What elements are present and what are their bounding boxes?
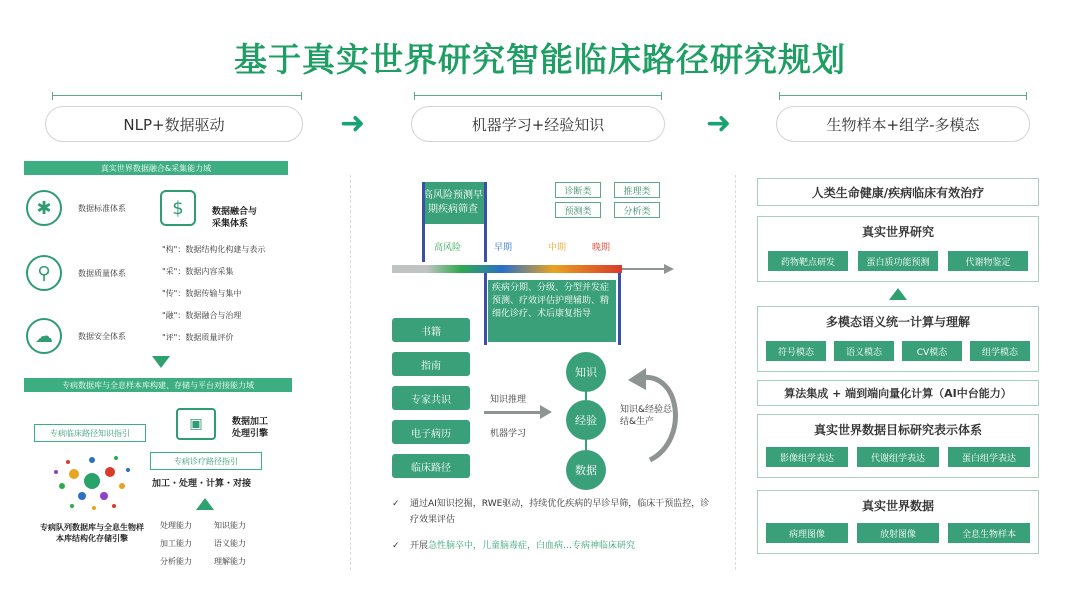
arrow-right-icon: ➜: [706, 106, 732, 141]
source-expert-consensus: 专家共识: [392, 386, 470, 410]
fusion-title: 数据融合与采集体系: [212, 207, 258, 229]
down-arrow-icon: [152, 356, 170, 368]
fusion-item: "评"：数据质量评价: [162, 333, 234, 342]
source-emr: 电子病历: [392, 420, 470, 444]
capability-label: 分析能力: [160, 557, 192, 566]
knowledge-reasoning-label: 知识推理: [490, 395, 527, 405]
col1-bracket: [52, 92, 302, 100]
col-header-nlp: NLP+数据驱动: [45, 106, 303, 142]
stage-marker-left: [422, 182, 430, 262]
bullet2-prefix: 开展: [410, 541, 429, 551]
database-engine-label: 专病队列数据库与全息生物样本库结构化存储引擎: [40, 523, 144, 543]
modality-item: 符号模态: [766, 341, 826, 361]
fusion-item: "采"：数据内容采集: [162, 267, 234, 276]
stage-high-risk: 高风险: [434, 243, 462, 253]
rws-title: 真实世界研究: [861, 225, 934, 239]
rwd-title: 真实世界数据: [861, 499, 934, 513]
clinical-path-guide-box: 专病临床路径知识指引: [34, 424, 146, 442]
stage-marker-right: [484, 182, 492, 262]
source-books: 书籍: [392, 318, 470, 342]
tag-reasoning: 推理类: [614, 182, 660, 198]
bullet2-highlight: 急性脑卒中，儿童脑毒症，白血病: [428, 541, 564, 551]
bullet2-suffix: …专病神临床研究: [563, 541, 636, 551]
flow-arrow-icon: [540, 405, 552, 419]
system-label: 数据质量体系: [78, 269, 126, 278]
data-cluster-graphic: [44, 446, 140, 516]
detail-marker-right: [618, 273, 621, 345]
data-circle: 数据: [566, 450, 606, 490]
capability-label: 知识能力: [214, 521, 246, 530]
system-label: 数据安全体系: [78, 332, 126, 341]
experience-connector: [585, 440, 587, 450]
algorithm-band: 算法集成 + 端到端向量化计算（AI中台能力）: [757, 380, 1039, 406]
diagnosis-path-guide-box: 专病诊疗路径指引: [150, 452, 262, 470]
bullet-text-2: [410, 538, 635, 554]
modality-item: 语义模态: [834, 341, 894, 361]
modality-item: CV模态: [902, 341, 962, 361]
rwd-item: 病理图像: [766, 523, 848, 543]
detail-marker-left: [484, 273, 487, 345]
people-money-icon: $: [160, 190, 196, 226]
capability-label: 处理能力: [160, 521, 192, 530]
capability-label: 理解能力: [214, 557, 246, 566]
up-arrow-icon: [889, 288, 907, 300]
rws-item: 蛋白质功能预测: [858, 251, 938, 271]
col3-bracket: [779, 92, 1027, 100]
disease-timeline-bar: [392, 265, 622, 273]
risk-prediction-box: 高风险预测早期疾病筛查: [422, 182, 484, 224]
data-fusion-domain-bar: 真实世界数据融合&采集能力域: [24, 161, 288, 175]
source-guidelines: 指南: [392, 352, 470, 376]
repr-item: 蛋白组学表达: [948, 447, 1030, 467]
rwd-panel: [757, 490, 1039, 554]
col-header-ml: 机器学习+经验知识: [411, 106, 665, 142]
monitor-chart-icon: ▣: [176, 408, 216, 440]
stage-late: 晚期: [592, 243, 611, 253]
col-header-bio: 生物样本+组学-多模态: [776, 106, 1030, 142]
knowledge-circle: 知识: [566, 352, 606, 392]
bullet-text-1: 通过AI知识挖掘，RWE驱动，持续优化疾病的早诊早筛，临床干预监控，诊疗效果评估: [410, 499, 710, 525]
fusion-item: "构"：数据结构化构建与表示: [162, 245, 266, 254]
source-clinical-path: 临床路径: [392, 454, 470, 478]
modality-item: 组学模态: [970, 341, 1030, 361]
timeline-arrow-tail: [622, 268, 668, 270]
rwd-item: 全息生物样本: [948, 523, 1030, 543]
knowledge-connector: [585, 392, 587, 400]
multimodal-panel: [757, 306, 1039, 372]
bullet-check-icon: ✓: [392, 541, 400, 551]
representation-title: 真实世界数据目标研究表示体系: [813, 423, 982, 437]
cloud-upload-icon: ☁: [26, 318, 62, 354]
stage-early: 早期: [494, 243, 513, 253]
tag-analysis: 分析类: [614, 202, 660, 218]
rws-item: 代谢物鉴定: [948, 251, 1028, 271]
tag-prediction: 预测类: [555, 202, 601, 218]
page-title: 基于真实世界研究智能临床路径研究规划: [234, 40, 846, 79]
goal-band: 人类生命健康/疾病临床有效治疗: [757, 178, 1039, 206]
capability-label: 语义能力: [214, 539, 246, 548]
rwd-item: 放射图像: [857, 523, 939, 543]
system-label: 数据标准体系: [78, 204, 126, 213]
cycle-label: 知识&经验总结&生产: [620, 405, 673, 427]
capability-label: 加工能力: [160, 539, 192, 548]
bullet-check-icon: ✓: [392, 499, 400, 509]
arrow-right-icon: ➜: [340, 106, 366, 141]
database-domain-bar: 专病数据库与全息样本库构建、存储与平台对接能力域: [24, 378, 292, 392]
representation-panel: [757, 414, 1039, 478]
processing-steps: 加工・处理・计算・对接: [152, 479, 252, 489]
tag-diagnosis: 诊断类: [555, 182, 601, 198]
column-divider: [350, 175, 351, 570]
repr-item: 影像组学表达: [766, 447, 848, 467]
lightbulb-icon: ✱: [26, 190, 62, 226]
col2-bracket: [414, 92, 662, 100]
rws-item: 药物靶点研发: [768, 251, 848, 271]
stage-mid: 中期: [548, 243, 567, 253]
machine-learning-label: 机器学习: [490, 429, 527, 439]
engine-title: 数据加工处理引擎: [232, 417, 269, 439]
fusion-item: "传"：数据传输与集中: [162, 289, 242, 298]
column-divider: [735, 175, 736, 570]
flow-arrow-shaft: [484, 411, 542, 414]
multimodal-title: 多模态语义统一计算与理解: [825, 315, 970, 329]
experience-circle: 经验: [566, 400, 606, 440]
timeline-arrow-icon: [664, 264, 674, 274]
fusion-item: "融"：数据融合与治理: [162, 311, 242, 320]
magnifier-icon: ⚲: [26, 255, 62, 291]
rws-panel: [757, 216, 1039, 282]
disease-detail-box: 疾病分期、分级、分型并发症预测、疗效评估护理辅助、精细化诊疗、术后康复指导: [488, 280, 616, 342]
repr-item: 代谢组学表达: [857, 447, 939, 467]
up-arrow-icon: [196, 498, 214, 510]
